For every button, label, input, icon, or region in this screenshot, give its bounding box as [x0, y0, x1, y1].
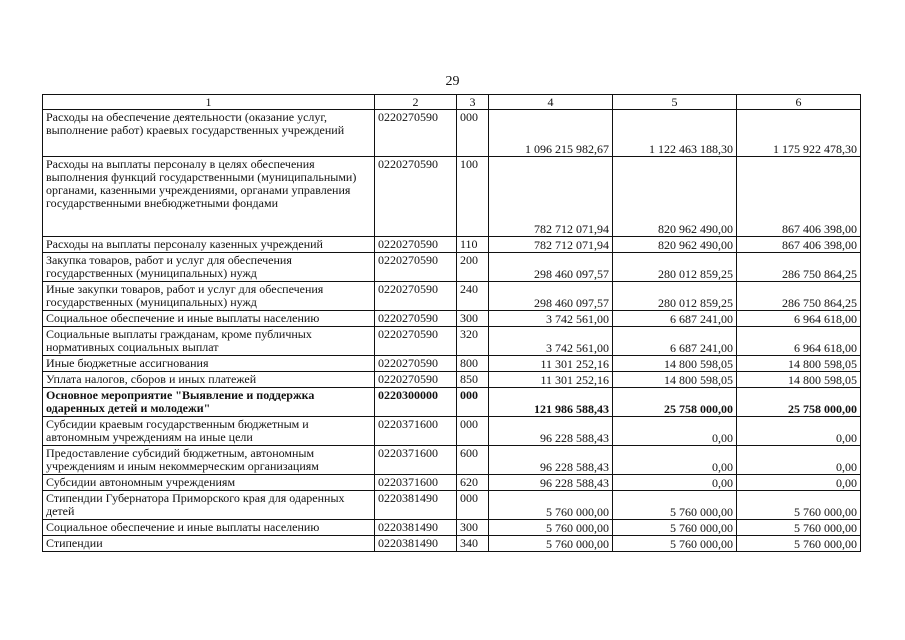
row-amount-2-cell: 0,00	[613, 446, 737, 475]
table-row	[43, 475, 861, 491]
row-type-cell: 300	[457, 311, 489, 327]
row-code-cell: 0220381490	[375, 520, 457, 536]
row-amount-1-cell: 96 228 588,43	[489, 417, 613, 446]
row-code-cell: 0220270590	[375, 311, 457, 327]
row-amount-2-cell: 820 962 490,00	[613, 237, 737, 253]
table-row	[43, 417, 861, 446]
budget-table	[42, 94, 861, 552]
row-name-cell: Социальное обеспечение и иные выплаты населению	[43, 520, 375, 536]
row-amount-1-cell: 121 986 588,43	[489, 388, 613, 417]
table-row	[43, 536, 861, 552]
row-amount-3-cell: 25 758 000,00	[737, 388, 861, 417]
row-amount-3-cell: 867 406 398,00	[737, 157, 861, 237]
table-body	[43, 95, 861, 552]
table-row	[43, 282, 861, 311]
row-name-cell: Иные закупки товаров, работ и услуг для обеспечения государственных (муниципальных) нужд	[43, 282, 375, 311]
row-amount-1-cell: 96 228 588,43	[489, 446, 613, 475]
row-amount-1-cell: 298 460 097,57	[489, 282, 613, 311]
table-row	[43, 311, 861, 327]
row-code-cell: 0220371600	[375, 446, 457, 475]
header-col-1: 1	[43, 95, 375, 110]
row-amount-3-cell: 14 800 598,05	[737, 372, 861, 388]
row-amount-2-cell: 0,00	[613, 417, 737, 446]
row-amount-1-cell: 3 742 561,00	[489, 311, 613, 327]
page-number: 29	[445, 74, 460, 89]
row-type-cell: 240	[457, 282, 489, 311]
header-col-5: 5	[613, 95, 737, 110]
row-name-cell: Уплата налогов, сборов и иных платежей	[43, 372, 375, 388]
row-code-cell: 0220270590	[375, 327, 457, 356]
row-amount-2-cell: 280 012 859,25	[613, 253, 737, 282]
row-code-cell: 0220371600	[375, 475, 457, 491]
row-code-cell: 0220381490	[375, 491, 457, 520]
row-amount-2-cell: 25 758 000,00	[613, 388, 737, 417]
row-name-cell: Расходы на выплаты персоналу в целях обеспечения выполнения функций государственными (муниципальными) органами, казенными учреждениями, органами управления государственными внебюджетными фондами	[43, 157, 375, 237]
row-name-cell: Стипендии	[43, 536, 375, 552]
row-amount-3-cell: 0,00	[737, 446, 861, 475]
row-name-cell: Закупка товаров, работ и услуг для обеспечения государственных (муниципальных) нужд	[43, 253, 375, 282]
table-row	[43, 157, 861, 237]
row-amount-3-cell: 6 964 618,00	[737, 311, 861, 327]
row-name-cell: Социальные выплаты гражданам, кроме публичных нормативных социальных выплат	[43, 327, 375, 356]
row-type-cell: 300	[457, 520, 489, 536]
row-code-cell: 0220300000	[375, 388, 457, 417]
row-code-cell: 0220270590	[375, 356, 457, 372]
row-amount-3-cell: 867 406 398,00	[737, 237, 861, 253]
row-amount-1-cell: 5 760 000,00	[489, 536, 613, 552]
row-amount-1-cell: 782 712 071,94	[489, 237, 613, 253]
row-amount-1-cell: 5 760 000,00	[489, 520, 613, 536]
row-amount-2-cell: 6 687 241,00	[613, 327, 737, 356]
row-code-cell: 0220270590	[375, 372, 457, 388]
row-amount-2-cell: 14 800 598,05	[613, 372, 737, 388]
row-amount-2-cell: 5 760 000,00	[613, 520, 737, 536]
row-amount-1-cell: 1 096 215 982,67	[489, 110, 613, 157]
row-type-cell: 000	[457, 388, 489, 417]
row-type-cell: 340	[457, 536, 489, 552]
row-name-cell: Социальное обеспечение и иные выплаты населению	[43, 311, 375, 327]
row-amount-1-cell: 5 760 000,00	[489, 491, 613, 520]
row-code-cell: 0220371600	[375, 417, 457, 446]
table-row	[43, 520, 861, 536]
table-row	[43, 372, 861, 388]
row-amount-3-cell: 1 175 922 478,30	[737, 110, 861, 157]
row-amount-3-cell: 0,00	[737, 475, 861, 491]
row-type-cell: 000	[457, 110, 489, 157]
row-amount-1-cell: 3 742 561,00	[489, 327, 613, 356]
header-col-3: 3	[457, 95, 489, 110]
header-col-4: 4	[489, 95, 613, 110]
row-amount-2-cell: 5 760 000,00	[613, 491, 737, 520]
table-row	[43, 388, 861, 417]
row-code-cell: 0220270590	[375, 253, 457, 282]
row-type-cell: 620	[457, 475, 489, 491]
table-row	[43, 356, 861, 372]
row-amount-2-cell: 1 122 463 188,30	[613, 110, 737, 157]
table-row	[43, 327, 861, 356]
row-amount-3-cell: 5 760 000,00	[737, 520, 861, 536]
row-amount-2-cell: 820 962 490,00	[613, 157, 737, 237]
row-type-cell: 320	[457, 327, 489, 356]
table-row	[43, 110, 861, 157]
row-name-cell: Субсидии краевым государственным бюджетным и автономным учреждениям на иные цели	[43, 417, 375, 446]
row-amount-3-cell: 14 800 598,05	[737, 356, 861, 372]
header-col-6: 6	[737, 95, 861, 110]
header-row	[43, 95, 861, 110]
row-amount-3-cell: 286 750 864,25	[737, 282, 861, 311]
row-type-cell: 850	[457, 372, 489, 388]
row-type-cell: 000	[457, 491, 489, 520]
row-amount-1-cell: 11 301 252,16	[489, 372, 613, 388]
row-amount-1-cell: 96 228 588,43	[489, 475, 613, 491]
header-col-2: 2	[375, 95, 457, 110]
row-amount-2-cell: 5 760 000,00	[613, 536, 737, 552]
row-type-cell: 000	[457, 417, 489, 446]
row-name-cell: Иные бюджетные ассигнования	[43, 356, 375, 372]
row-name-cell: Стипендии Губернатора Приморского края для одаренных детей	[43, 491, 375, 520]
row-amount-3-cell: 5 760 000,00	[737, 491, 861, 520]
table-row	[43, 491, 861, 520]
row-amount-2-cell: 0,00	[613, 475, 737, 491]
row-amount-2-cell: 14 800 598,05	[613, 356, 737, 372]
row-amount-3-cell: 5 760 000,00	[737, 536, 861, 552]
row-amount-1-cell: 11 301 252,16	[489, 356, 613, 372]
row-amount-1-cell: 298 460 097,57	[489, 253, 613, 282]
row-type-cell: 100	[457, 157, 489, 237]
row-code-cell: 0220381490	[375, 536, 457, 552]
row-amount-2-cell: 280 012 859,25	[613, 282, 737, 311]
row-type-cell: 200	[457, 253, 489, 282]
row-type-cell: 110	[457, 237, 489, 253]
row-name-cell: Расходы на обеспечение деятельности (оказание услуг, выполнение работ) краевых государственных учреждений	[43, 110, 375, 157]
row-name-cell: Основное мероприятие "Выявление и поддержка одаренных детей и молодежи"	[43, 388, 375, 417]
row-name-cell: Субсидии автономным учреждениям	[43, 475, 375, 491]
row-amount-3-cell: 286 750 864,25	[737, 253, 861, 282]
row-name-cell: Расходы на выплаты персоналу казенных учреждений	[43, 237, 375, 253]
table-row	[43, 253, 861, 282]
row-amount-3-cell: 6 964 618,00	[737, 327, 861, 356]
row-amount-2-cell: 6 687 241,00	[613, 311, 737, 327]
table-row	[43, 446, 861, 475]
table-row	[43, 237, 861, 253]
row-code-cell: 0220270590	[375, 157, 457, 237]
row-type-cell: 800	[457, 356, 489, 372]
row-amount-1-cell: 782 712 071,94	[489, 157, 613, 237]
row-code-cell: 0220270590	[375, 237, 457, 253]
row-code-cell: 0220270590	[375, 282, 457, 311]
row-amount-3-cell: 0,00	[737, 417, 861, 446]
row-type-cell: 600	[457, 446, 489, 475]
row-name-cell: Предоставление субсидий бюджетным, автономным учреждениям и иным некоммерческим организациям	[43, 446, 375, 475]
row-code-cell: 0220270590	[375, 110, 457, 157]
